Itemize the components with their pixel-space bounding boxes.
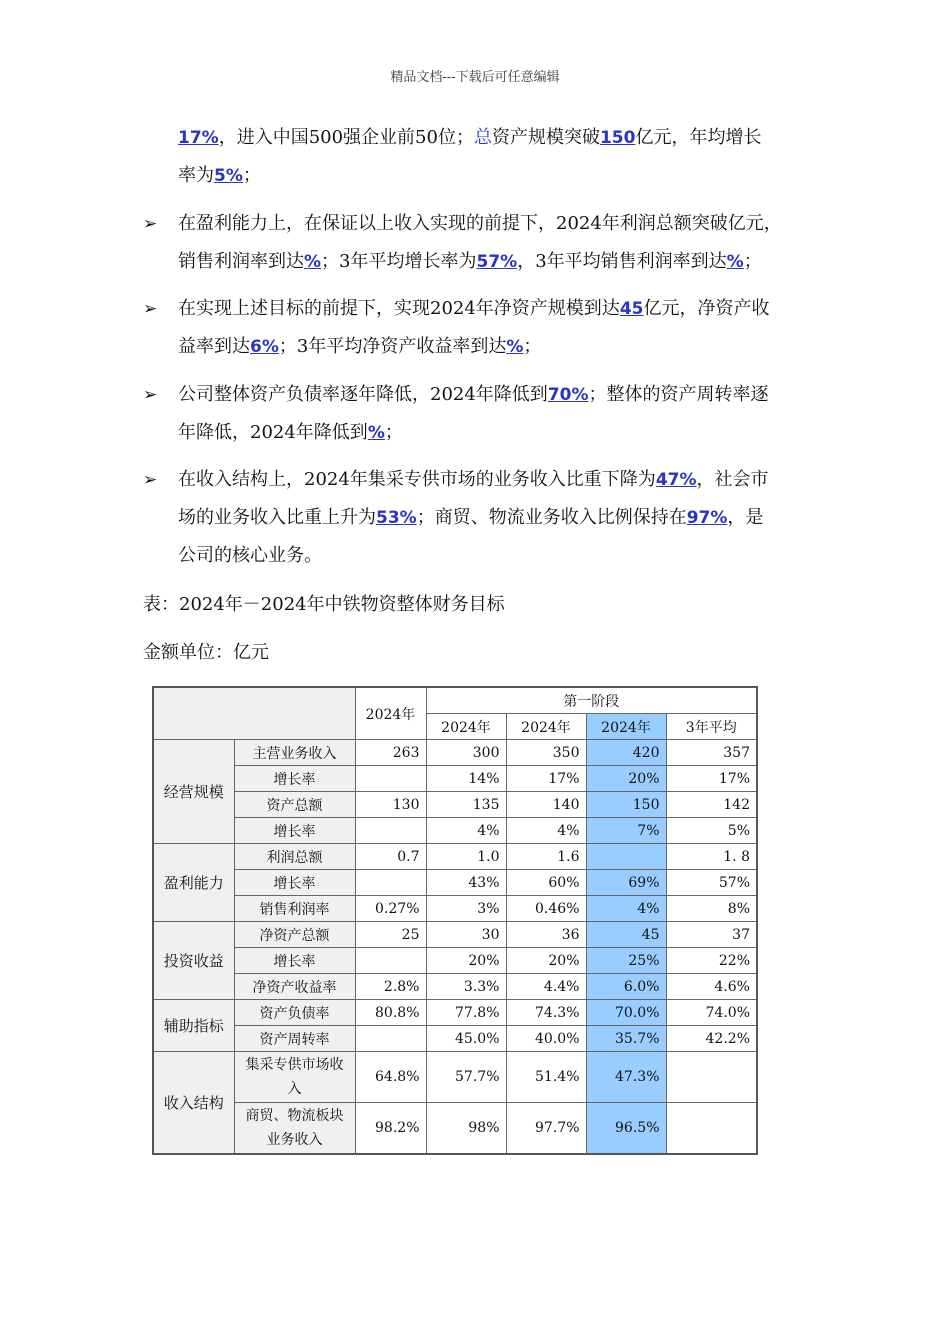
value-cell: 17% bbox=[666, 766, 757, 792]
bullet-1-a: 在盈利能力上，在保证以上收入实现的前提下，2024年利润总额突破亿元， bbox=[178, 213, 782, 234]
value-cell-highlight: 35.7% bbox=[586, 1026, 666, 1052]
value-cell-highlight: 45 bbox=[586, 922, 666, 948]
table-corner bbox=[153, 687, 355, 740]
bullet-2-num-3: % bbox=[506, 337, 524, 357]
table-body bbox=[153, 740, 757, 1155]
bullet-1-c: ；3年平均增长率为 bbox=[321, 251, 477, 272]
intro-text-5: ； bbox=[242, 165, 261, 186]
intro-text-2a: 总 bbox=[473, 127, 492, 148]
value-cell: 43% bbox=[426, 870, 506, 896]
value-cell-highlight: 6.0% bbox=[586, 974, 666, 1000]
intro-paragraph bbox=[178, 119, 828, 195]
value-cell: 42.2% bbox=[666, 1026, 757, 1052]
bullet-arrow-icon: ➢ bbox=[143, 299, 158, 319]
value-cell: 60% bbox=[506, 870, 586, 896]
value-cell: 135 bbox=[426, 792, 506, 818]
bullet-4-num-1: 47% bbox=[655, 470, 697, 490]
table-row bbox=[153, 1000, 757, 1026]
intro-text-3: 亿元，年均增长 bbox=[635, 127, 762, 148]
bullet-3-num-1: 70% bbox=[547, 385, 589, 405]
value-cell-highlight: 69% bbox=[586, 870, 666, 896]
table-caption: 表：2024年－2024年中铁物资整体财务目标 bbox=[143, 594, 505, 615]
value-cell: 80.8% bbox=[355, 1000, 426, 1026]
value-cell: 140 bbox=[506, 792, 586, 818]
bullet-3-num-2: % bbox=[367, 423, 385, 443]
row-label: 销售利润率 bbox=[234, 896, 355, 922]
value-cell-highlight: 20% bbox=[586, 766, 666, 792]
value-cell bbox=[355, 1026, 426, 1052]
value-cell bbox=[355, 766, 426, 792]
bullet-2-num-2: 6% bbox=[250, 337, 279, 357]
value-cell: 0.7 bbox=[355, 844, 426, 870]
value-cell bbox=[666, 1103, 757, 1155]
value-cell-highlight: 7% bbox=[586, 818, 666, 844]
table-row bbox=[153, 1052, 757, 1103]
group-label: 收入结构 bbox=[153, 1052, 234, 1155]
table-row bbox=[153, 818, 757, 844]
value-cell: 37 bbox=[666, 922, 757, 948]
value-cell-highlight: 96.5% bbox=[586, 1103, 666, 1155]
table-row bbox=[153, 766, 757, 792]
value-cell: 98% bbox=[426, 1103, 506, 1155]
bullet-arrow-icon: ➢ bbox=[143, 470, 158, 490]
value-cell-highlight: 150 bbox=[586, 792, 666, 818]
financial-targets-table bbox=[152, 686, 758, 1155]
bullet-4-d: ；商贸、物流业务收入比例保持在 bbox=[416, 507, 687, 528]
table-row bbox=[153, 870, 757, 896]
value-cell: 4% bbox=[426, 818, 506, 844]
row-label: 增长率 bbox=[234, 766, 355, 792]
row-label: 商贸、物流板块业务收入 bbox=[234, 1103, 355, 1155]
value-cell: 0.46% bbox=[506, 896, 586, 922]
table-row bbox=[153, 844, 757, 870]
value-cell: 263 bbox=[355, 740, 426, 766]
value-cell-highlight: 4% bbox=[586, 896, 666, 922]
table-row bbox=[153, 974, 757, 1000]
value-cell: 357 bbox=[666, 740, 757, 766]
bullet-3-text bbox=[178, 376, 828, 452]
row-label: 增长率 bbox=[234, 870, 355, 896]
value-cell: 17% bbox=[506, 766, 586, 792]
value-cell-highlight bbox=[586, 844, 666, 870]
intro-num-1: 17% bbox=[178, 128, 219, 148]
intro-num-2: 150 bbox=[599, 128, 636, 148]
bullet-3-c: 年降低，2024年降低到 bbox=[178, 422, 368, 443]
bullet-4-a: 在收入结构上，2024年集采专供市场的业务收入比重下降为 bbox=[178, 469, 656, 490]
value-cell bbox=[355, 870, 426, 896]
header-stage: 第一阶段 bbox=[426, 687, 757, 714]
value-cell-highlight: 70.0% bbox=[586, 1000, 666, 1026]
value-cell: 8% bbox=[666, 896, 757, 922]
value-cell: 40.0% bbox=[506, 1026, 586, 1052]
row-label: 净资产总额 bbox=[234, 922, 355, 948]
value-cell: 14% bbox=[426, 766, 506, 792]
bullet-4-f: 公司的核心业务。 bbox=[178, 545, 322, 566]
value-cell bbox=[355, 818, 426, 844]
value-cell: 3% bbox=[426, 896, 506, 922]
table-row bbox=[153, 1103, 757, 1155]
table-row bbox=[153, 1026, 757, 1052]
value-cell: 1.6 bbox=[506, 844, 586, 870]
header-subcol: 2024年 bbox=[426, 714, 506, 740]
value-cell: 97.7% bbox=[506, 1103, 586, 1155]
row-label: 集采专供市场收入 bbox=[234, 1052, 355, 1103]
table-row bbox=[153, 922, 757, 948]
value-cell-highlight: 47.3% bbox=[586, 1052, 666, 1103]
value-cell: 77.8% bbox=[426, 1000, 506, 1026]
bullet-1-num-3: % bbox=[726, 252, 744, 272]
value-cell: 4.6% bbox=[666, 974, 757, 1000]
header-base-year: 2024年 bbox=[355, 687, 426, 740]
bullet-4-c: 场的业务收入比重上升为 bbox=[178, 507, 376, 528]
row-label: 利润总额 bbox=[234, 844, 355, 870]
header-subcol-highlight: 2024年 bbox=[586, 714, 666, 740]
value-cell bbox=[355, 948, 426, 974]
value-cell: 142 bbox=[666, 792, 757, 818]
table-row bbox=[153, 792, 757, 818]
bullet-1-text bbox=[178, 205, 828, 281]
page-header: 精品文档---下载后可任意编辑 bbox=[390, 70, 560, 85]
bullet-2-a: 在实现上述目标的前提下，实现2024年净资产规模到达 bbox=[178, 298, 620, 319]
bullet-1-b: 销售利润率到达 bbox=[178, 251, 304, 272]
value-cell: 20% bbox=[506, 948, 586, 974]
intro-num-3: 5% bbox=[214, 166, 243, 186]
intro-text-2b: 资产规模突破 bbox=[491, 127, 600, 148]
bullet-3-b: ；整体的资产周转率逐 bbox=[588, 384, 769, 405]
bullet-arrow-icon: ➢ bbox=[143, 214, 158, 234]
value-cell: 74.3% bbox=[506, 1000, 586, 1026]
value-cell: 4% bbox=[506, 818, 586, 844]
bullet-arrow-icon: ➢ bbox=[143, 385, 158, 405]
bullet-1-num-2: 57% bbox=[476, 252, 518, 272]
bullet-4-num-2: 53% bbox=[376, 508, 417, 528]
table-row bbox=[153, 740, 757, 766]
value-cell: 25 bbox=[355, 922, 426, 948]
value-cell: 51.4% bbox=[506, 1052, 586, 1103]
row-label: 资产负债率 bbox=[234, 1000, 355, 1026]
value-cell: 300 bbox=[426, 740, 506, 766]
bullet-1-d: ，3年平均销售利润率到达 bbox=[517, 251, 727, 272]
row-label: 净资产收益率 bbox=[234, 974, 355, 1000]
bullet-4-b: ，社会市 bbox=[696, 469, 769, 490]
value-cell bbox=[666, 1052, 757, 1103]
unit-line: 金额单位：亿元 bbox=[143, 642, 269, 663]
value-cell: 74.0% bbox=[666, 1000, 757, 1026]
bullet-3-d: ； bbox=[384, 422, 403, 443]
value-cell: 57% bbox=[666, 870, 757, 896]
value-cell: 30 bbox=[426, 922, 506, 948]
value-cell: 1. 8 bbox=[666, 844, 757, 870]
table-row bbox=[153, 896, 757, 922]
row-label: 主营业务收入 bbox=[234, 740, 355, 766]
value-cell: 5% bbox=[666, 818, 757, 844]
bullet-2-b: 亿元，净资产收 bbox=[643, 298, 770, 319]
bullet-2-num-1: 45 bbox=[619, 299, 644, 319]
value-cell: 130 bbox=[355, 792, 426, 818]
value-cell: 350 bbox=[506, 740, 586, 766]
intro-text-4: 率为 bbox=[178, 165, 214, 186]
bullet-2-e: ； bbox=[523, 336, 542, 357]
value-cell: 36 bbox=[506, 922, 586, 948]
value-cell: 0.27% bbox=[355, 896, 426, 922]
header-subcol: 2024年 bbox=[506, 714, 586, 740]
row-label: 增长率 bbox=[234, 818, 355, 844]
value-cell: 20% bbox=[426, 948, 506, 974]
value-cell: 4.4% bbox=[506, 974, 586, 1000]
bullet-4-num-3: 97% bbox=[686, 508, 728, 528]
value-cell: 64.8% bbox=[355, 1052, 426, 1103]
value-cell-highlight: 25% bbox=[586, 948, 666, 974]
value-cell: 98.2% bbox=[355, 1103, 426, 1155]
bullet-2-c: 益率到达 bbox=[178, 336, 250, 357]
value-cell-highlight: 420 bbox=[586, 740, 666, 766]
bullet-4-text bbox=[178, 461, 828, 575]
bullet-1-num-1: % bbox=[304, 252, 322, 272]
value-cell: 3.3% bbox=[426, 974, 506, 1000]
value-cell: 1.0 bbox=[426, 844, 506, 870]
row-label: 资产总额 bbox=[234, 792, 355, 818]
group-label: 经营规模 bbox=[153, 740, 234, 844]
value-cell: 57.7% bbox=[426, 1052, 506, 1103]
group-label: 盈利能力 bbox=[153, 844, 234, 922]
bullet-4-e: ，是 bbox=[727, 507, 764, 528]
bullet-3-a: 公司整体资产负债率逐年降低，2024年降低到 bbox=[178, 384, 548, 405]
value-cell: 2.8% bbox=[355, 974, 426, 1000]
row-label: 资产周转率 bbox=[234, 1026, 355, 1052]
bullet-2-text bbox=[178, 290, 828, 366]
table-row bbox=[153, 948, 757, 974]
bullet-2-d: ；3年平均净资产收益率到达 bbox=[278, 336, 507, 357]
row-label: 增长率 bbox=[234, 948, 355, 974]
value-cell: 22% bbox=[666, 948, 757, 974]
header-subcol: 3年平均 bbox=[666, 714, 757, 740]
bullet-1-e: ； bbox=[743, 251, 762, 272]
value-cell: 45.0% bbox=[426, 1026, 506, 1052]
group-label: 投资收益 bbox=[153, 922, 234, 1000]
group-label: 辅助指标 bbox=[153, 1000, 234, 1052]
intro-text-1: ，进入中国500强企业前50位； bbox=[218, 127, 474, 148]
